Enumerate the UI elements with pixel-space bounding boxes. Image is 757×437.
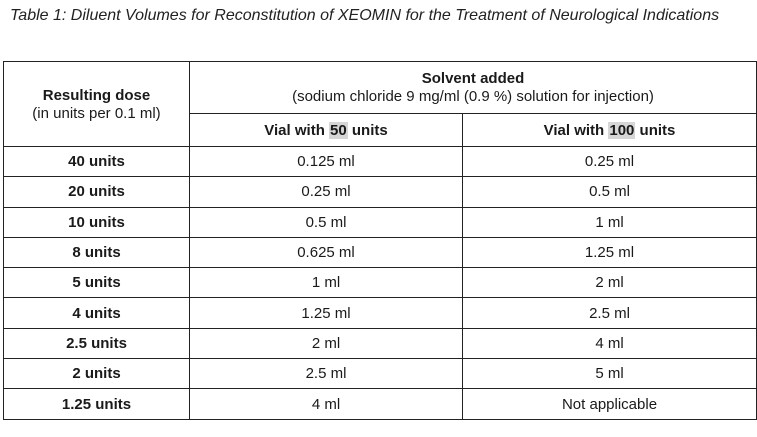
dose-cell: 1.25 units xyxy=(4,389,190,419)
vial-50-cell: 0.5 ml xyxy=(190,207,463,237)
table-row xyxy=(4,177,757,207)
header-solvent-added xyxy=(190,62,757,114)
vial-100-cell: 5 ml xyxy=(463,359,757,389)
table-row xyxy=(4,147,757,177)
table-row xyxy=(4,298,757,328)
vial-50-cell: 4 ml xyxy=(190,389,463,419)
vial-50-cell: 0.125 ml xyxy=(190,147,463,177)
vial-50-cell: 1 ml xyxy=(190,268,463,298)
table-row xyxy=(4,389,757,419)
dose-cell: 5 units xyxy=(4,268,190,298)
dose-cell: 2.5 units xyxy=(4,328,190,358)
table-row xyxy=(4,237,757,267)
dose-cell: 20 units xyxy=(4,177,190,207)
vial-100-cell: Not applicable xyxy=(463,389,757,419)
solvent-subtitle: (sodium chloride 9 mg/ml (0.9 %) solution for injection) xyxy=(292,88,654,105)
dose-cell: 4 units xyxy=(4,298,190,328)
header-vial-100 xyxy=(463,114,757,147)
vial-100-cell: 0.25 ml xyxy=(463,147,757,177)
vial-100-cell: 2.5 ml xyxy=(463,298,757,328)
dilution-table xyxy=(3,61,757,420)
vial-100-cell: 0.5 ml xyxy=(463,177,757,207)
vial-100-suffix: units xyxy=(635,121,676,139)
table-row xyxy=(4,207,757,237)
vial-100-prefix: Vial with xyxy=(543,121,609,139)
header-vial-50 xyxy=(190,114,463,147)
vial-100-number: 100 xyxy=(609,121,635,139)
vial-100-cell: 1 ml xyxy=(463,207,757,237)
vial-50-cell: 2 ml xyxy=(190,328,463,358)
table-row xyxy=(4,268,757,298)
dose-subtitle: (in units per 0.1 ml) xyxy=(32,104,161,122)
dose-cell: 40 units xyxy=(4,147,190,177)
dose-cell: 2 units xyxy=(4,359,190,389)
vial-50-cell: 0.625 ml xyxy=(190,237,463,267)
vial-100-cell: 1.25 ml xyxy=(463,237,757,267)
vial-50-suffix: units xyxy=(347,121,388,139)
vial-50-prefix: Vial with xyxy=(264,121,330,139)
vial-100-cell: 4 ml xyxy=(463,328,757,358)
table-row xyxy=(4,359,757,389)
dose-cell: 8 units xyxy=(4,237,190,267)
table-caption: Table 1: Diluent Volumes for Reconstitution of XEOMIN for the Treatment of Neurological Indications xyxy=(10,7,720,24)
vial-50-cell: 2.5 ml xyxy=(190,359,463,389)
vial-50-cell: 0.25 ml xyxy=(190,177,463,207)
vial-50-cell: 1.25 ml xyxy=(190,298,463,328)
header-resulting-dose xyxy=(4,62,190,147)
vial-100-cell: 2 ml xyxy=(463,268,757,298)
solvent-title: Solvent added xyxy=(421,70,525,87)
dose-title: Resulting dose xyxy=(42,86,151,104)
table-row xyxy=(4,328,757,358)
vial-50-number: 50 xyxy=(330,121,347,139)
dose-cell: 10 units xyxy=(4,207,190,237)
